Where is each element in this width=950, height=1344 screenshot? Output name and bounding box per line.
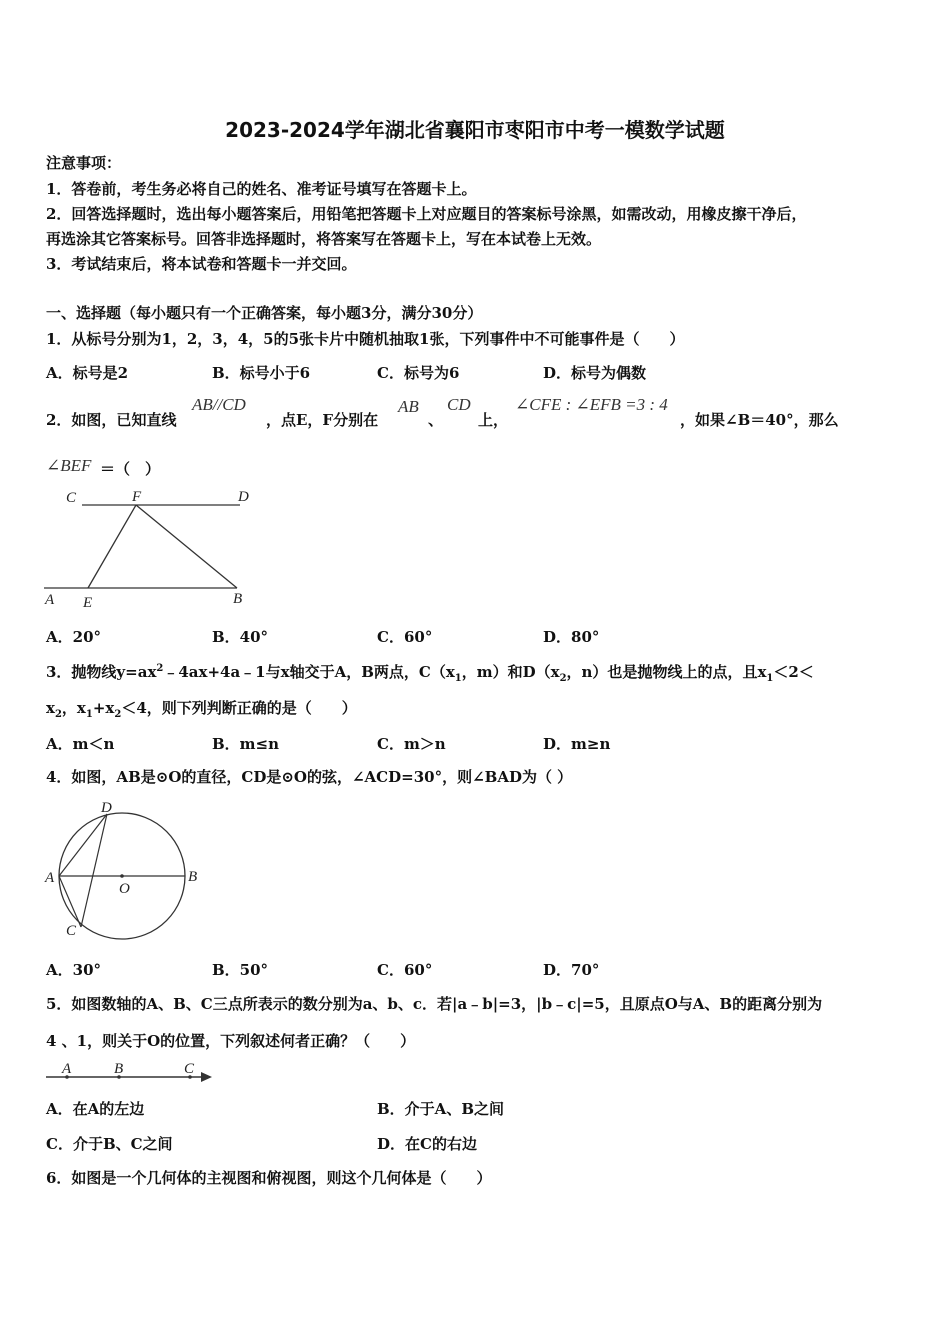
question-1-option-d: D．标号为偶数	[543, 364, 647, 382]
question-1-option-c: C．标号为6	[377, 364, 460, 382]
question-3-option-b: B．m≤n	[212, 735, 280, 753]
question-2-option-b: B．40°	[212, 628, 269, 646]
label-c: C	[66, 490, 77, 506]
question-2-text-1: 2．如图，已知直线	[46, 411, 177, 429]
question-3-line-2: $x_2$，$x_1+x_2<4$，则下列判断正确的是（ ）	[46, 699, 357, 720]
question-4-figure	[40, 796, 210, 946]
question-2-math-ratio: ∠CFE : ∠EFB =3 : 4	[515, 395, 668, 414]
question-2-text-5: ，如果∠B＝40°，那么	[680, 411, 839, 429]
question-1-stem: 1．从标号分别为1，2，3，4，5的5张卡片中随机抽取1张，下列事件中不可能事件是（ ）	[46, 330, 685, 348]
segment-fe	[88, 505, 136, 588]
notice-item-3: 3．考试结束后，将本试卷和答题卡一并交回。	[46, 255, 357, 273]
label-a: A	[45, 870, 55, 886]
question-4-option-d: D．70°	[543, 961, 600, 979]
question-3-option-d: D．m≥n	[543, 735, 611, 753]
question-2-text-2: ，点E，F分别在	[266, 411, 379, 429]
label-a: A	[45, 592, 55, 608]
section-heading: 一、选择题（每小题只有一个正确答案，每小题3分，满分30分）	[46, 304, 483, 322]
label-b: B	[114, 1061, 124, 1077]
question-4-option-a: A．30°	[46, 961, 102, 979]
question-2-option-a: A．20°	[46, 628, 102, 646]
question-4-stem: 4．如图，AB是⊙O的直径，CD是⊙O的弦，∠ACD=30°，则∠BAD为（ ）	[46, 768, 573, 786]
center-point	[120, 874, 124, 878]
question-5-number-line	[40, 1058, 230, 1088]
chord-ac	[59, 876, 81, 927]
notice-heading: 注意事项：	[46, 154, 122, 172]
question-2-text-6: ＝（ ）	[100, 460, 161, 478]
question-3-line-1: 3．抛物线$y=ax^2﹣4ax+4a﹣1$与x轴交于A，B两点，$C(x_1$，m）和$D(x_2$，n）也是抛物线上的点，且$x_1<2<$	[46, 663, 814, 684]
question-4-option-c: C．60°	[377, 961, 433, 979]
question-1-option-b: B．标号小于6	[212, 364, 311, 382]
axis-arrow	[201, 1072, 212, 1082]
label-d: D	[101, 800, 112, 816]
question-2-option-d: D．80°	[543, 628, 600, 646]
label-b: B	[233, 591, 243, 607]
question-2-math-parallel: AB//CD	[192, 395, 246, 414]
question-2-math-bef: ∠BEF	[46, 456, 92, 475]
label-c: C	[184, 1061, 195, 1077]
question-5-option-d: D．在C的右边	[377, 1135, 477, 1153]
notice-item-2-cont: 再选涂其它答案标号。回答非选择题时，将答案写在答题卡上，写在本试卷上无效。	[46, 230, 602, 248]
label-c: C	[66, 923, 77, 939]
question-3-option-a: A．m＜n	[46, 735, 115, 753]
question-3-option-c: C．m＞n	[377, 735, 446, 753]
label-f: F	[132, 489, 142, 505]
question-4-option-b: B．50°	[212, 961, 269, 979]
question-5-line-2: 4 、1，则关于O的位置，下列叙述何者正确？（ ）	[46, 1032, 416, 1050]
question-2-text-4: 上，	[478, 411, 509, 429]
label-b: B	[188, 869, 198, 885]
label-d: D	[238, 489, 249, 505]
question-2-text-3: 、	[428, 411, 444, 429]
question-5-option-a: A．在A的左边	[46, 1100, 145, 1118]
notice-item-2: 2．回答选择题时，选出每小题答案后，用铅笔把答题卡上对应题目的答案标号涂黑，如需改动，用橡皮擦干净后，	[46, 205, 807, 223]
question-6-stem: 6．如图是一个几何体的主视图和俯视图，则这个几何体是（ ）	[46, 1169, 492, 1187]
segment-fb	[136, 505, 237, 588]
label-a: A	[62, 1061, 72, 1077]
page-title: 2023-2024学年湖北省襄阳市枣阳市中考一模数学试题	[225, 118, 725, 142]
question-5-option-b: B．介于A、B之间	[377, 1100, 504, 1118]
question-2-figure	[40, 484, 270, 614]
label-e: E	[83, 595, 93, 611]
question-1-option-a: A．标号是2	[46, 364, 129, 382]
question-5-option-c: C．介于B、C之间	[46, 1135, 173, 1153]
question-2-math-cd: CD	[447, 395, 471, 414]
question-2-math-ab: AB	[398, 397, 419, 416]
notice-item-1: 1．答卷前，考生务必将自己的姓名、准考证号填写在答题卡上。	[46, 180, 477, 198]
label-o: O	[119, 881, 130, 897]
question-5-line-1: 5．如图数轴的A、B、C三点所表示的数分别为a、b、c．若|a﹣b|=3，|b﹣c|=5，且原点O与A、B的距离分别为	[46, 995, 823, 1013]
question-2-option-c: C．60°	[377, 628, 433, 646]
